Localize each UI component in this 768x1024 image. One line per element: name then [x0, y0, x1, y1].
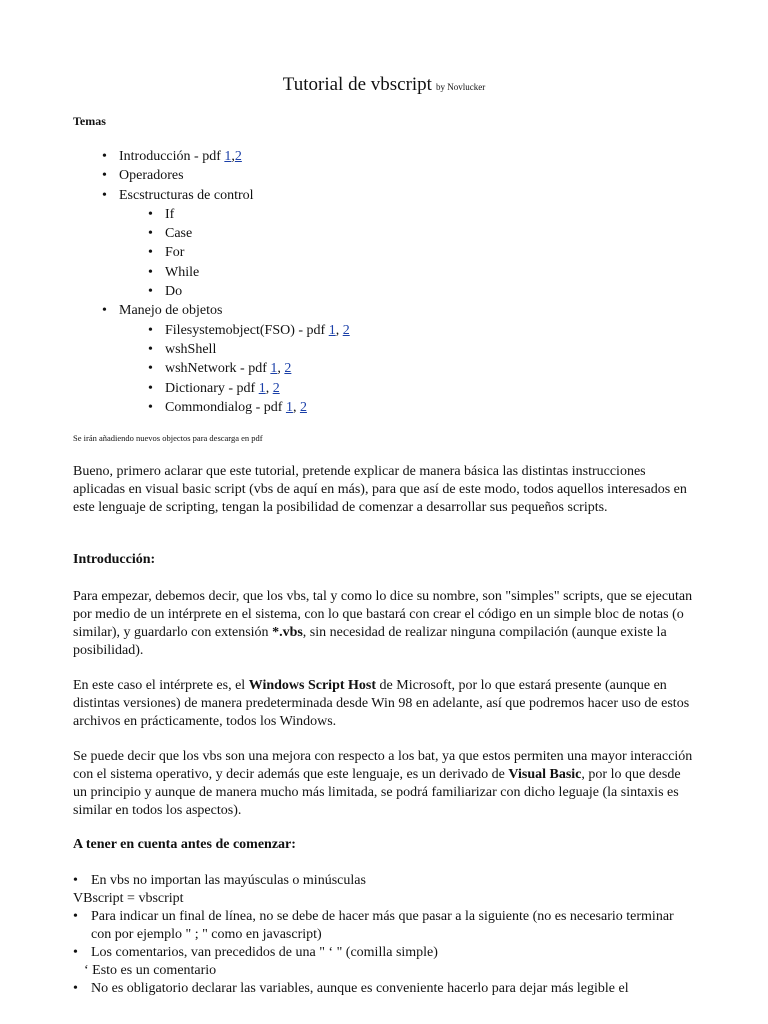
toc-item-operadores: • Operadores [102, 166, 350, 185]
commondialog-pdf-link-2[interactable]: 2 [299, 399, 307, 415]
toc-item-while: • While [148, 263, 350, 282]
objects-list [148, 321, 350, 417]
paragraph-interpreter: En este caso el intérprete es, el Windows Script Host de Microsoft, por lo que estará presente (aunque en distintas versiones) de manera predeterminada desde Win 98 en adelante, así que podremos hacer uso de estos archivos en prácticamente, todos los Windows. [73, 678, 690, 729]
heading-introduccion: Introducción: [73, 552, 156, 567]
tip-comment-example: ‘ Esto es un comentario [84, 963, 217, 978]
tip-variables: • No es obligatorio declarar las variables, aunque es conveniente hacerlo para dejar más legible el [73, 980, 693, 998]
dictionary-pdf-link-1[interactable]: 1 [258, 380, 266, 396]
tip-case-insensitive: • En vbs no importan las mayúsculas o minúsculas [73, 872, 693, 890]
tip-line-end: • Para indicar un final de línea, no se debe de hacer más que pasar a la siguiente (no es necesario terminar con por ejemplo " ; " como en javascript) [73, 908, 693, 944]
topics-heading: Temas [73, 114, 106, 128]
toc-item-wshshell: • wshShell [148, 340, 350, 359]
heading-tips: A tener en cuenta antes de comenzar: [73, 837, 296, 852]
toc-item-objetos: • Manejo de objetos • Filesystemobject(FSO) - pdf 1, 2 • wshShell • wshNetwork - pdf 1, 2 • Dictionary - pdf 1, 2 • Commondialog - pdf 1, 2 [102, 301, 350, 417]
toc-item-wshnetwork: • wshNetwork - pdf 1, 2 [148, 359, 350, 378]
toc-item-commondialog: • Commondialog - pdf 1, 2 [148, 398, 350, 417]
title-author: by Novlucker [435, 82, 486, 92]
title-main: Tutorial de vbscript [282, 74, 432, 95]
commondialog-pdf-link-1[interactable]: 1 [285, 399, 293, 415]
topics-list [102, 147, 350, 417]
wshnetwork-pdf-link-1[interactable]: 1 [270, 361, 278, 377]
document-title [0, 74, 768, 96]
fso-pdf-link-2[interactable]: 2 [342, 322, 350, 338]
fso-pdf-link-1[interactable]: 1 [328, 322, 336, 338]
toc-item-do: • Do [148, 282, 350, 301]
toc-item-dictionary: • Dictionary - pdf 1, 2 [148, 379, 350, 398]
toc-item-intro: • Introducción - pdf 1,2 [102, 147, 350, 166]
toc-item-estructuras: • Escstructuras de control • If • Case • For • While • Do [102, 186, 350, 302]
tips-list [73, 872, 693, 998]
intro-pdf-link-1[interactable]: 1 [224, 149, 232, 164]
paragraph-comparison: Se puede decir que los vbs son una mejora con respecto a los bat, ya que estos permiten una mayor interacción con el sistema operativo, y decir además que este lenguaje, es un derivado de Visual Basic, por lo que desde un principio y aunque de manera mucho más limitada, se podrá familiarizar con dicho leguaje (la sintaxis es similar en todos los aspectos). [73, 749, 693, 818]
toc-item-if: • If [148, 205, 350, 224]
wshnetwork-pdf-link-2[interactable]: 2 [284, 361, 292, 377]
dictionary-pdf-link-2[interactable]: 2 [272, 380, 280, 396]
paragraph-vbs-description: Para empezar, debemos decir, que los vbs, tal y como lo dice su nombre, son "simples" scripts, que se ejecutan por medio de un intérprete en el sistema, con lo que bastará con crear el código en un simple bloc de notas (o similar), y guardarlo con extensión *.vbs, sin necesidad de realizar ninguna compilación (aunque existe la posibilidad). [73, 589, 693, 658]
intro-paragraph: Bueno, primero aclarar que este tutorial, pretende explicar de manera básica las distintas instrucciones aplicadas en visual basic script (vbs de aquí en más), para que así de este modo, todos aquellos interesados en este lenguaje de scripting, tengan la posibilidad de comenzar a desarrollar sus pequeños scripts. [73, 464, 687, 515]
control-structures-list [148, 205, 350, 301]
toc-item-fso: • Filesystemobject(FSO) - pdf 1, 2 [148, 321, 350, 340]
toc-item-for: • For [148, 243, 350, 262]
tip-comments: • Los comentarios, van precedidos de una " ‘ " (comilla simple) [73, 944, 693, 962]
toc-item-case: • Case [148, 224, 350, 243]
intro-pdf-link-2[interactable]: 2 [234, 149, 242, 164]
download-note: Se irán añadiendo nuevos objectos para descarga en pdf [73, 433, 263, 443]
tip-case-example: VBscript = vbscript [73, 891, 184, 906]
